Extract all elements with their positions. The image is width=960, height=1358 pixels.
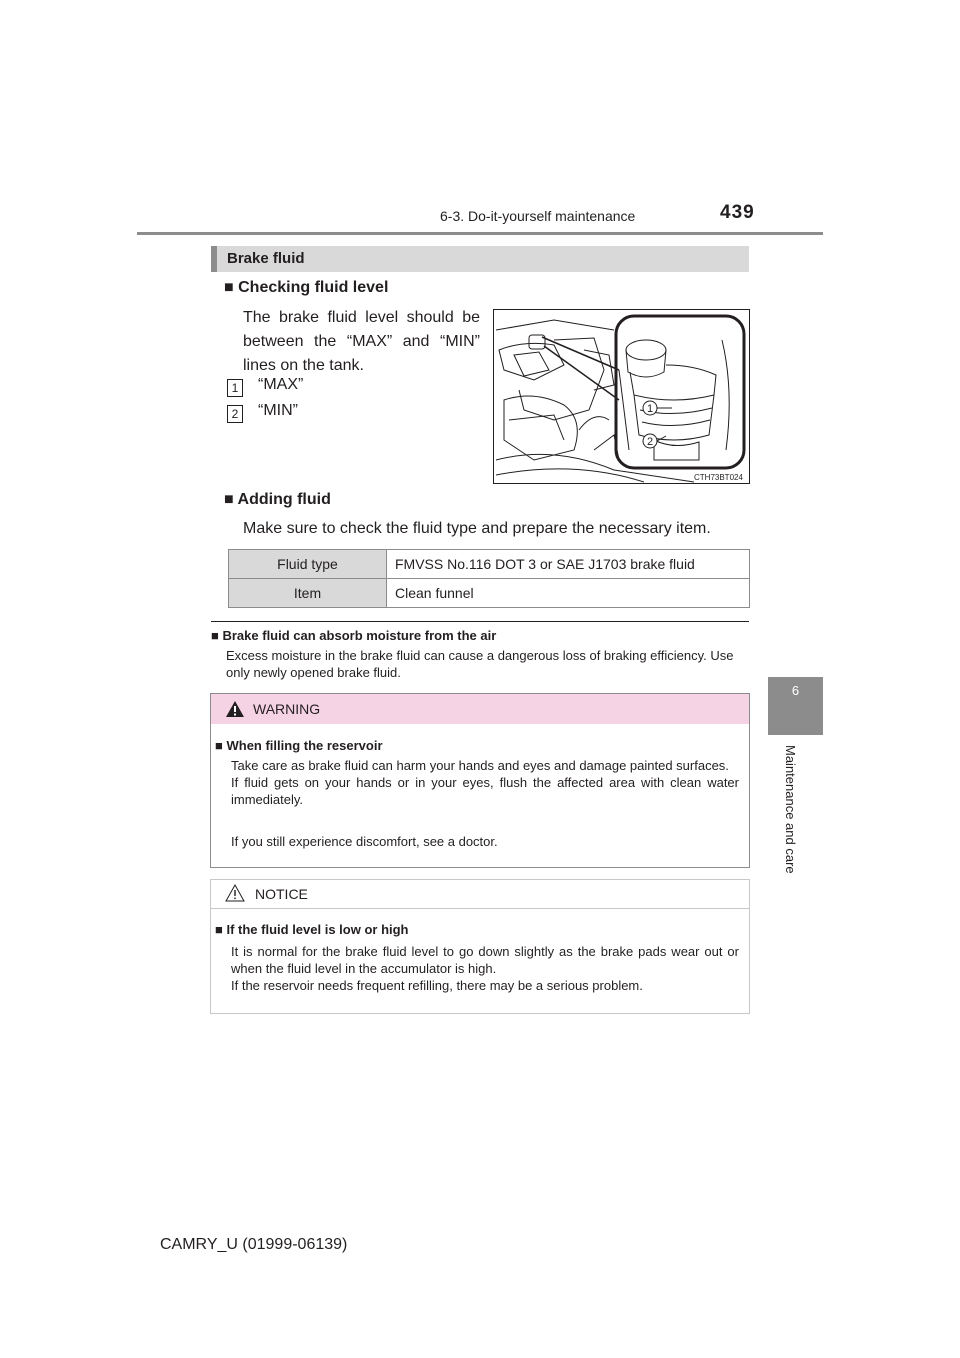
notice-header-rule [211, 908, 749, 909]
callout-number-2: 2 [227, 405, 243, 423]
square-bullet-icon: ■ [224, 279, 234, 296]
square-bullet-icon: ■ [211, 628, 219, 643]
table-row [229, 550, 750, 579]
callout-label-min: “MIN” [258, 402, 298, 419]
notice-body [231, 943, 739, 994]
brake-fluid-reservoir-illustration [493, 309, 750, 484]
figure-callout-2: 2 [646, 436, 654, 448]
warning-label: WARNING [253, 701, 321, 717]
warning-body [231, 757, 739, 808]
chapter-number: 6 [791, 683, 800, 698]
adding-body: Make sure to check the fluid type and prepare the necessary item. [243, 520, 711, 537]
table-value-cell: FMVSS No.116 DOT 3 or SAE J1703 brake fluid [387, 550, 750, 579]
square-bullet-icon: ■ [215, 922, 223, 937]
notice-triangle-icon [225, 884, 245, 902]
running-header-section: 6-3. Do-it-yourself maintenance [440, 208, 636, 224]
table-header-cell: Fluid type [229, 550, 387, 579]
fluid-spec-table [228, 549, 750, 608]
note-body: Excess moisture in the brake fluid can cause a dangerous loss of braking efficiency. Use only newly opened brake fluid. [226, 648, 734, 680]
warning-paragraph: Take care as brake fluid can harm your hands and eyes and damage painted surfaces. [231, 758, 729, 773]
notice-paragraph: It is normal for the brake fluid level to go down slightly as the brake pads wear out or when the fluid level in the accumulator is high. [231, 944, 739, 976]
adding-title [224, 491, 331, 509]
notice-subtitle [215, 922, 409, 937]
adding-title-text: Adding fluid [237, 491, 331, 508]
callout-number-1: 1 [227, 379, 243, 397]
table-header-cell: Item [229, 579, 387, 608]
warning-triangle-icon [225, 700, 245, 718]
warning-subtitle [215, 738, 383, 753]
checking-body: The brake fluid level should be between the “MAX” and “MIN” lines on the tank. [243, 309, 480, 374]
warning-subtitle-text: When filling the reservoir [226, 738, 383, 753]
reservoir-drawing [494, 310, 749, 483]
notice-paragraph: If the reservoir needs frequent refilling, there may be a serious problem. [231, 978, 643, 993]
chapter-title: Maintenance and care [783, 745, 798, 874]
warning-paragraph: If fluid gets on your hands or in your eyes, flush the affected area with clean water immediately. [231, 775, 739, 807]
header-rule [137, 232, 823, 235]
section-heading [211, 246, 749, 272]
square-bullet-icon: ■ [215, 738, 223, 753]
table-row [229, 579, 750, 608]
note-title-text: Brake fluid can absorb moisture from the air [222, 628, 497, 643]
note-rule [211, 621, 749, 622]
note-title [211, 628, 496, 643]
figure-callout-1: 1 [646, 403, 654, 415]
table-value-cell: Clean funnel [387, 579, 750, 608]
notice-subtitle-text: If the fluid level is low or high [226, 922, 409, 937]
chapter-title-vertical [778, 745, 798, 895]
checking-title-text: Checking fluid level [238, 279, 389, 296]
figure-code: CTH73BT024 [694, 473, 743, 482]
section-title: Brake fluid [227, 250, 305, 267]
checking-title [224, 279, 388, 297]
warning-paragraph: If you still experience discomfort, see a doctor. [231, 834, 498, 849]
square-bullet-icon: ■ [224, 491, 234, 508]
page-number: 439 [720, 202, 755, 223]
callout-label-max: “MAX” [258, 376, 304, 393]
notice-label: NOTICE [255, 886, 308, 902]
footer-model-code: CAMRY_U (01999-06139) [160, 1236, 348, 1253]
